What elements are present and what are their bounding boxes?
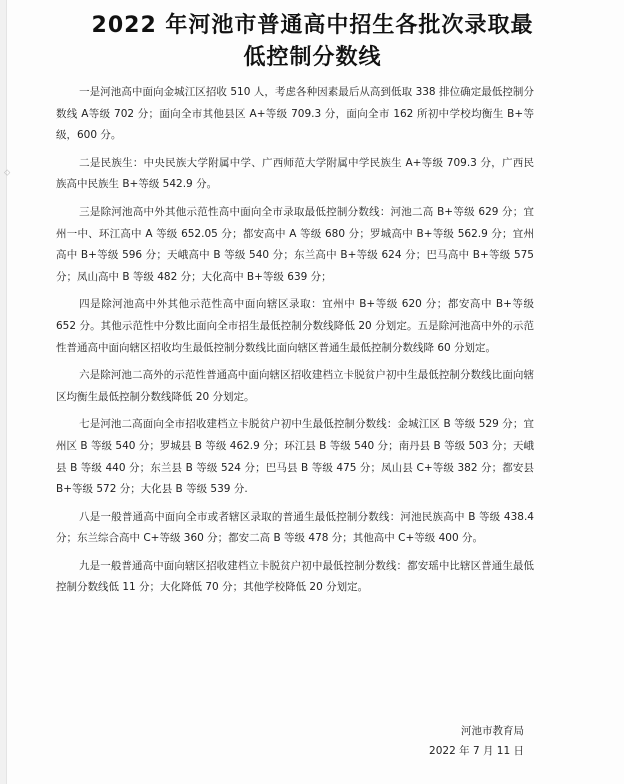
page-left-edge bbox=[0, 0, 7, 784]
title-line-1: 2022 年河池市普通高中招生各批次录取最 bbox=[91, 13, 534, 38]
paragraph-8: 八是一般普通高中面向全市或者辖区录取的普通生最低控制分数线：河池民族高中 B 等级 438.4 分；东兰综合高中 C+等级 360 分；都安二高 B 等级 478 分；其他高中 C+等级 400 分。 bbox=[56, 510, 534, 545]
margin-marker: ⬦ bbox=[4, 168, 11, 178]
document-body bbox=[56, 82, 534, 605]
paragraph-7: 七是河池二高面向全市招收建档立卡脱贫户初中生最低控制分数线：金城江区 B 等级 529 分；宜州区 B 等级 540 分；罗城县 B 等级 462.9 分；环江县 B 等级 540 分；南丹县 B 等级 503 分；天峨县 B 等级 440 分；东兰县 B 等级 524 分；巴马县 B 等级 475 分；凤山县 C+等级 382 分；都安县 B+等级 572 分；大化县 B 等级 539 分. bbox=[56, 418, 534, 496]
issuer-name: 河池市教育局 bbox=[461, 725, 524, 737]
paragraph-9: 九是一般普通高中面向辖区招收建档立卡脱贫户初中最低控制分数线：都安瑶中比辖区普通生最低控制分数线低 11 分；大化降低 70 分；其他学校降低 20 分划定。 bbox=[56, 559, 534, 594]
paragraph-6: 六是除河池二高外的示范性普通高中面向辖区招收建档立卡脱贫户初中生最低控制分数线比面向辖区均衡生最低控制分数线降低 20 分划定。 bbox=[56, 369, 534, 403]
paragraph-1: 一是河池高中面向金城江区招收 510 人，考虑各种因素最后从高到低取 338 排位确定最低控制分数线 A等级 702 分；面向全市其他县区 A+等级 709.3 分，面向全市 162 所初中学校均衡生 B+等级，600 分。 bbox=[56, 86, 534, 142]
paragraph-4: 四是除河池高中外其他示范性高中面向辖区录取：宜州中 B+等级 620 分；都安高中 B+等级 652 分。其他示范性中分数比面向全市招生最低控制分数线降低 20 分划定。五是除河池高中外的示范性普通高中面向辖区招收均生最低控制分数线比面向辖区普通生最低控制分数线降 60 分划定。 bbox=[56, 298, 534, 354]
signature-block bbox=[429, 721, 524, 761]
paragraph-3: 三是除河池高中外其他示范性高中面向全市录取最低控制分数线：河池二高 B+等级 629 分；宜州一中、环江高中 A 等级 652.05 分；都安高中 A 等级 680 分；罗城高中 B+等级 562.9 分；宜州高中 B+等级 596 分；天峨高中 B 等级 540 分；东兰高中 B+等级 624 分；巴马高中 B+等级 575 分；凤山高中 B 等级 482 分；大化高中 B+等级 639 分； bbox=[56, 205, 534, 283]
issue-date: 2022 年 7 月 11 日 bbox=[429, 745, 524, 757]
title-line-2: 低控制分数线 bbox=[243, 45, 382, 70]
paragraph-2: 二是民族生：中央民族大学附属中学、广西师范大学附属中学民族生 A+等级 709.3 分，广西民族高中民族生 B+等级 542.9 分。 bbox=[56, 156, 534, 191]
document-title bbox=[40, 10, 585, 74]
